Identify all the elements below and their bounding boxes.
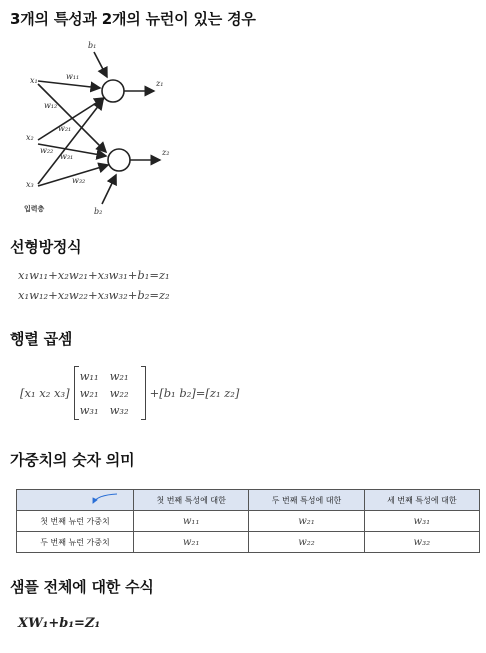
w21-label: w₂₁ <box>58 124 72 133</box>
b2-label: b₂ <box>94 207 103 216</box>
table-row <box>17 532 480 553</box>
w12-label: w₁₂ <box>44 101 58 110</box>
table-header-row <box>17 490 480 511</box>
table-cell: w₃₁ <box>364 511 479 532</box>
row-label: 첫 번째 뉴런 가중치 <box>17 511 134 532</box>
w32-label: w₃₂ <box>72 176 86 185</box>
table-cell: w₃₂ <box>364 532 479 553</box>
w31-label: w₃₁ <box>60 152 74 161</box>
weights-meaning-heading: 가중치의 숫자 의미 <box>10 451 135 469</box>
equation-2: x₁w₁₂+x₂w₂₂+x₃w₃₂+b₂=z₂ <box>18 288 170 302</box>
table-corner <box>17 490 134 511</box>
z1-label: z₁ <box>156 79 164 88</box>
b1-label: b₁ <box>88 41 97 50</box>
matrix-cell: w₂₁ <box>79 386 99 400</box>
table-row <box>17 511 480 532</box>
weights-table <box>16 489 480 553</box>
sample-equation-heading: 샘플 전체에 대한 수식 <box>10 578 154 596</box>
w22-label: w₂₂ <box>40 146 54 155</box>
matrix-cell: w₁₁ <box>79 369 99 383</box>
neuron-1 <box>102 80 124 102</box>
corner-arrow-icon <box>31 491 121 507</box>
z2-label: z₂ <box>162 148 170 157</box>
matrix-equation <box>20 366 239 420</box>
matrix-cell: w₃₁ <box>79 403 99 417</box>
neural-network-diagram <box>10 32 230 222</box>
row-label: 두 번째 뉴런 가중치 <box>17 532 134 553</box>
input-layer-label: 입력층 <box>24 205 45 213</box>
final-equation: XW₁+b₁=Z₁ <box>18 616 101 631</box>
table-cell: w₁₁ <box>134 511 249 532</box>
equation-1: x₁w₁₁+x₂w₂₁+x₃w₃₁+b₁=z₁ <box>18 268 170 282</box>
table-cell: w₂₂ <box>249 532 364 553</box>
table-header: 두 번째 특성에 대한 <box>249 490 364 511</box>
neuron-2 <box>108 149 130 171</box>
x3-label: x₃ <box>26 180 34 189</box>
matrix-cell: w₂₂ <box>109 386 129 400</box>
w11-label: w₁₁ <box>66 72 80 81</box>
weight-matrix <box>74 366 146 420</box>
table-header: 세 번째 특성에 대한 <box>364 490 479 511</box>
table-header: 첫 번째 특성에 대한 <box>134 490 249 511</box>
matrix-heading: 행렬 곱셈 <box>10 330 73 348</box>
table-cell: w₂₁ <box>134 532 249 553</box>
x1-label: x₁ <box>30 76 38 85</box>
linear-equation-heading: 선형방정식 <box>10 238 82 256</box>
bias-and-output: +[b₁ b₂]=[z₁ z₂] <box>149 386 240 400</box>
title-heading: 3개의 특성과 2개의 뉴런이 있는 경우 <box>10 10 256 28</box>
matrix-cell: w₃₂ <box>109 403 129 417</box>
matrix-cell: w₂₁ <box>109 369 129 383</box>
input-vector: [x₁ x₂ x₃] <box>20 386 70 400</box>
x2-label: x₂ <box>26 133 34 142</box>
table-cell: w₂₁ <box>249 511 364 532</box>
